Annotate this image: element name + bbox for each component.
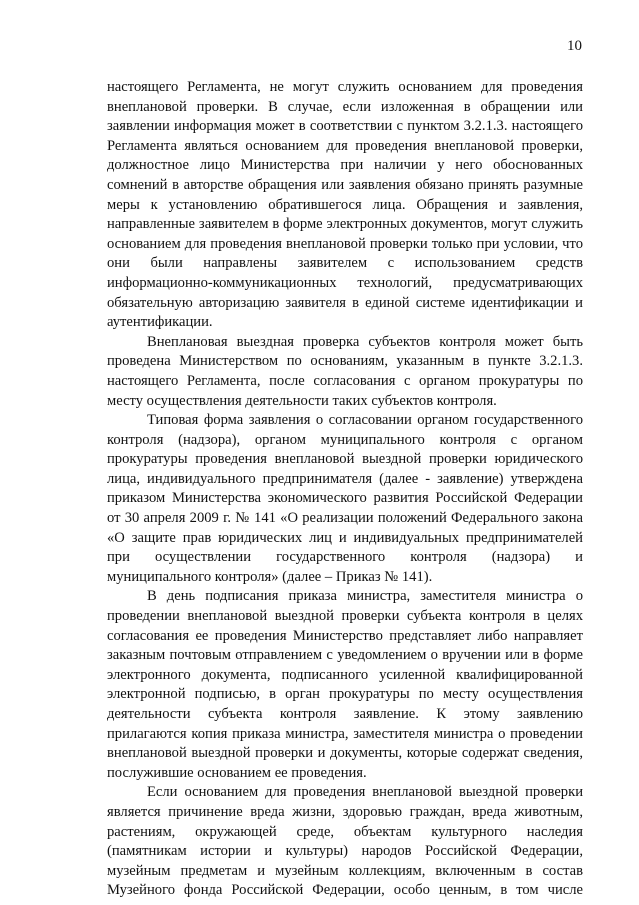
document-body bbox=[107, 78, 583, 901]
paragraph-2: Внеплановая выездная проверка субъектов контроля может быть проведена Министерством по основаниям, указанным в пункте 3.2.1.3. настоящего Регламента, после согласования с органом прокуратуры по месту осуществления деятельности таких субъектов контроля. bbox=[107, 333, 583, 409]
paragraph-1: настоящего Регламента, не могут служить основанием для проведения внеплановой проверки. В случае, если изложенная в обращении или заявлении информация может в соответствии с пунктом 3.2.1.3. настоящего Регламента являться основанием для проведения внеплановой проверки, должностное лицо Министерства при наличии у него обоснованных сомнений в авторстве обращения или заявления обязано принять разумные меры к установлению обратившегося лица. Обращения и заявления, направленные заявителем в форме электронных документов, могут служить основанием для проведения внеплановой проверки только при условии, что они были направлены заявителем с использованием средств информационно-коммуникационных технологий, предусматривающих обязательную авторизацию заявителя в единой системе идентификации и аутентификации. bbox=[107, 79, 583, 331]
paragraph-3: Типовая форма заявления о согласовании органом государственного контроля (надзора), органом муниципального контроля с органом прокуратуры проведения внеплановой выездной проверки юридического лица, индивидуального предпринимателя (далее - заявление) утверждена приказом Министерства экономического развития Российской Федерации от 30 апреля 2009 г. № 141 «О реализации положений Федерального закона «О защите прав юридических лиц и индивидуальных предпринимателей при осуществлении государственного контроля (надзора) и муниципального контроля» (далее – Приказ № 141). bbox=[107, 412, 583, 585]
paragraph-4: В день подписания приказа министра, заместителя министра о проведении внеплановой выездной проверки субъекта контроля в целях согласования ее проведения Министерство представляет либо направляет заказным почтовым отправлением с уведомлением о вручении или в форме электронного документа, подписанного усиленной квалифицированной электронной подписью, в орган прокуратуры по месту осуществления деятельности субъекта контроля заявление. К этому заявлению прилагаются копия приказа министра, заместителя министра о проведении внеплановой выездной проверки и документы, которые содержат сведения, послужившие основанием ее проведения. bbox=[107, 588, 583, 781]
page-number: 10 bbox=[567, 38, 582, 54]
paragraph-5: Если основанием для проведения внеплановой выездной проверки является причинение вреда жизни, здоровью граждан, вреда животным, растениям, окружающей среде, объектам культурного наследия (памятникам истории и культуры) народов Российской Федерации, музейным предметам и музейным коллекциям, включенным в состав Музейного фонда Российской Федерации, особо ценным, в том числе bbox=[107, 784, 583, 899]
